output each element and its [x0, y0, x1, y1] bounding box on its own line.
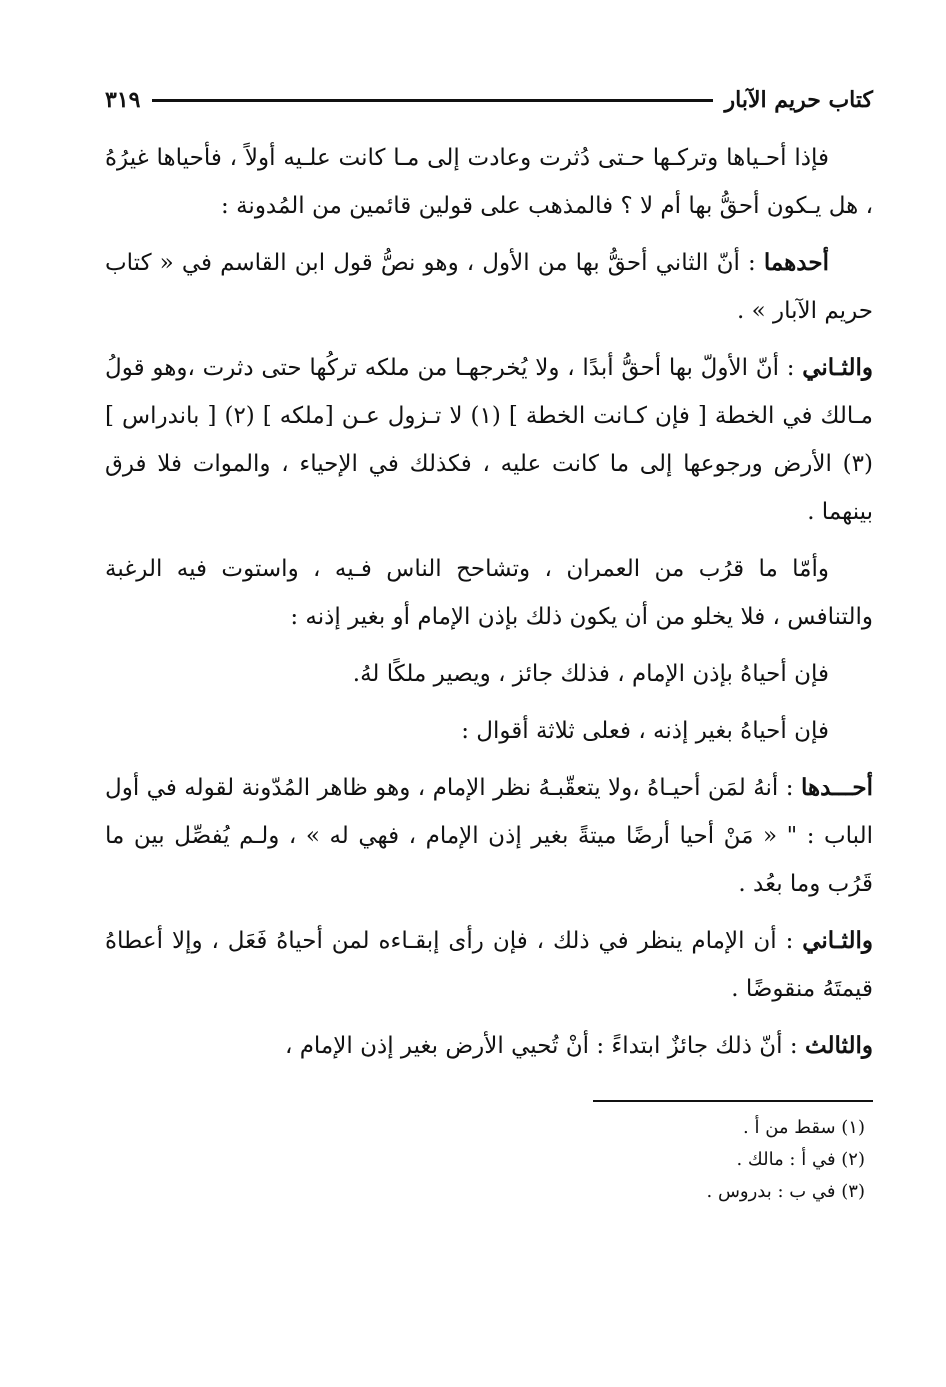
- footnotes: [105, 1100, 873, 1208]
- paragraph-text: فإذا أحـياها وتركـها حـتى دُثرت وعادت إلى مـا كانت علـيه أولاً ، فأحياها غيرُهُ ، هل يـكون أحقُّ بها أم لا ؟ فالمذهب على قولين قائمين من المُدونة :: [105, 145, 873, 219]
- paragraph: [105, 917, 873, 1013]
- paragraph-text: : أن الإمام ينظر في ذلك ، فإن رأى إبقـاءه لمن أحياهُ فَعَل ، وإلا أعطاهُ قيمتَهُ منقوضًا .: [105, 928, 873, 1002]
- paragraph-text: : أنّ ذلك جائزٌ ابتداءً : أنْ تُحيي الأرض بغير إذن الإمام ،: [284, 1033, 805, 1059]
- book-title: كتاب حريم الآبار: [724, 87, 873, 113]
- header-rule: [152, 99, 712, 102]
- paragraph-lead: والثالث: [804, 1032, 873, 1059]
- footnote-rule: [593, 1100, 873, 1102]
- paragraph: [105, 239, 873, 335]
- paragraph-lead: أحدهما: [763, 249, 829, 276]
- footnote: (٢) في أ : مالك .: [736, 1149, 865, 1170]
- page-number: ٣١٩: [105, 87, 141, 113]
- paragraph-lead: أحـــدها: [800, 774, 873, 801]
- paragraph: [105, 650, 873, 698]
- paragraph-text: : أنهُ لمَن أحيـاهُ ،ولا يتعقّبـهُ نظر الإمام ، وهو ظاهر المُدّونة لقوله في أول الباب : " « مَنْ أحيا أرضًا ميتةً بغير إذن الإمام ، فهي له » ، ولـم يُفصِّل بين ما قَرُب وما بعُد .: [105, 775, 873, 897]
- footnote: (١) سقط من أ .: [743, 1117, 865, 1138]
- running-header: [105, 80, 873, 120]
- paragraph-text: : أنّ الأولّ بها أحقُّ أبدًا ، ولا يُخرجهـا من ملكه تركُها حتى دثرت ،وهو قولُ مـالك في الخطة [ فإن كـانت الخطة ] (١) لا تـزول عـن [ملكه ] (٢) [ باندراس ] (٣) الأرض ورجوعها إلى ما كانت عليه ، فكذلك في الإحياء ، والموات فلا فرق بينهما .: [105, 355, 873, 525]
- paragraph-lead: والثـاني: [802, 354, 873, 381]
- main-text: [105, 134, 873, 1070]
- paragraph-text: : أنّ الثاني أحقُّ بها من الأول ، وهو نصُّ قول ابن القاسم في « كتاب حريم الآبار » .: [105, 250, 873, 324]
- paragraph: [105, 344, 873, 536]
- paragraph-text: فإن أحياهُ بغير إذنه ، فعلى ثلاثة أقوال :: [461, 718, 829, 744]
- paragraph: [105, 707, 873, 755]
- paragraph: [105, 545, 873, 641]
- paragraph: [105, 134, 873, 230]
- paragraph: [105, 764, 873, 908]
- footnote: (٣) في ب : بدروس .: [706, 1181, 865, 1202]
- document-page: [105, 80, 873, 1208]
- paragraph-text: وأمّا ما قرُب من العمران ، وتشاحح الناس فـيه ، واستوت فيه الرغبة والتنافس ، فلا يخلو من أن يكون ذلك بإذن الإمام أو بغير إذنه :: [105, 556, 873, 630]
- paragraph: [105, 1022, 873, 1070]
- paragraph-lead: والثـاني: [802, 927, 873, 954]
- paragraph-text: فإن أحياهُ بإذن الإمام ، فذلك جائز ، ويصير ملكًا لهُ.: [352, 661, 829, 687]
